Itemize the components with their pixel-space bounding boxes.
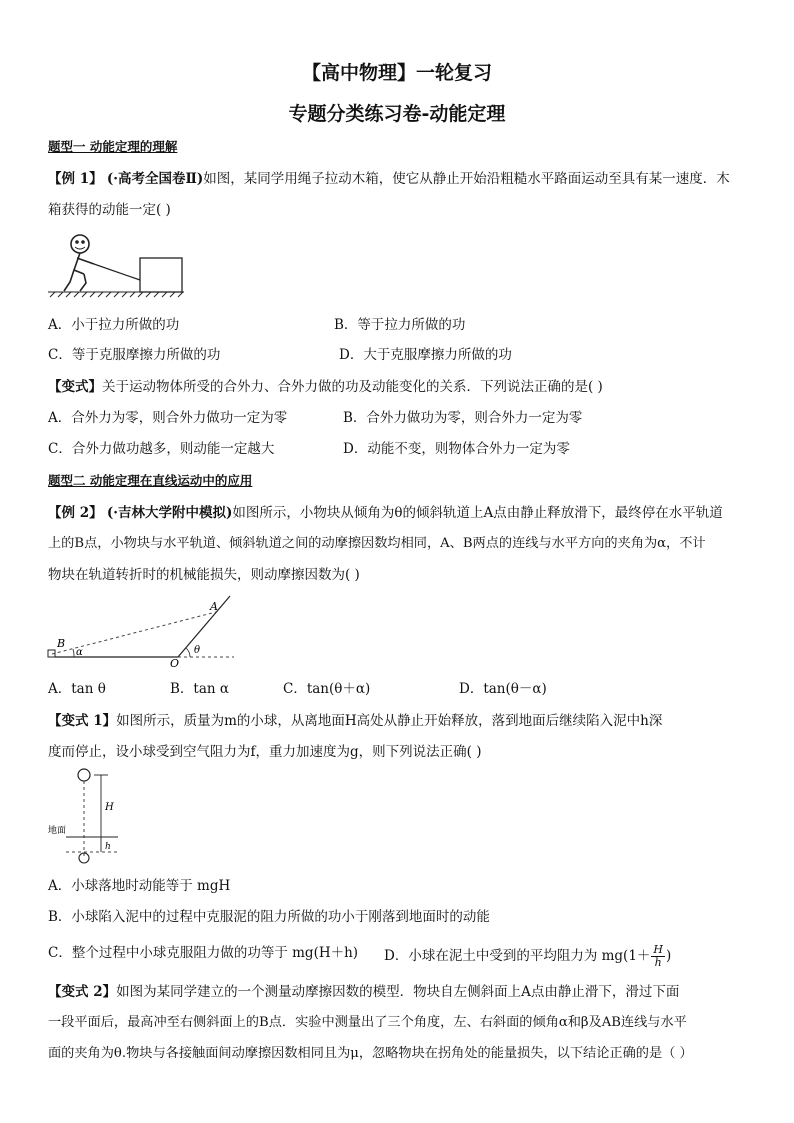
label-a: A — [210, 600, 218, 613]
variant-1-line-1 — [48, 378, 603, 396]
example-1-option-b: B．等于拉力所做的功 — [334, 317, 466, 333]
example-2-option-c: C．tan(θ＋α) — [283, 681, 371, 697]
example-1-source: (·高考全国卷Ⅱ) — [106, 171, 204, 187]
rope — [94, 264, 140, 280]
variant-2-tag: 【变式 1】 — [48, 713, 117, 729]
example-1-line-1 — [48, 170, 730, 188]
variant-3-line-3: 面的夹角为θ.物块与各接触面间动摩擦因数相同且为μ，忽略物块在拐角处的能量损失，以下结论正确的是（ ） — [48, 1046, 693, 1061]
example-2-source: (·吉林大学附中模拟) — [106, 505, 233, 521]
example-2-option-d: D．tan(θ－α) — [459, 681, 547, 697]
example-2-line-2: 上的B点，小物块与水平轨道、倾斜轨道之间的动摩擦因数均相同，A、B两点的连线与水平方向的夹角为α，不计 — [48, 536, 706, 551]
figure-person-pulling-box — [44, 228, 194, 298]
variant-1-option-b: B．合外力做功为零，则合外力一定为零 — [343, 410, 583, 426]
inclined-track — [178, 596, 230, 657]
example-2-line-3: 物块在轨道转折时的机械能损失，则动摩擦因数为( ) — [48, 567, 360, 583]
example-2-tag: 【例 2】 — [48, 505, 103, 521]
variant-3-tag: 【变式 2】 — [48, 984, 117, 1000]
example-1-tag: 【例 1】 — [48, 171, 103, 187]
label-theta: θ — [194, 645, 201, 656]
fraction — [651, 944, 665, 969]
label-big-h: H — [105, 802, 114, 813]
label-alpha: α — [76, 647, 83, 658]
ground-hatching — [48, 292, 184, 297]
fraction-numerator: H — [653, 943, 664, 956]
variant-3-line-1 — [48, 983, 679, 1001]
variant-3-text-1: 如图为某同学建立的一个测量动摩擦因数的模型．物块自左侧斜面上A点由静止滑下，滑过下面 — [116, 984, 680, 1000]
example-1-line-2: 箱获得的动能一定( ) — [48, 202, 171, 218]
page-title: 【高中物理】一轮复习 — [301, 62, 492, 84]
variant-2-option-b: B．小球陷入泥中的过程中克服泥的阻力所做的功小于刚落到地面时的动能 — [48, 909, 490, 925]
example-1-option-a: A．小于拉力所做的功 — [48, 317, 180, 333]
variant-2-option-a: A．小球落地时动能等于 mgH — [48, 878, 231, 894]
example-2-line-1 — [48, 504, 723, 522]
section-heading-1: 题型一 动能定理的理解 — [48, 139, 178, 154]
label-ground: 地面 — [48, 826, 67, 836]
variant-1-tag: 【变式】 — [48, 379, 102, 395]
figure-falling-ball — [48, 765, 128, 870]
variant-3-line-2: 一段平面后，最高冲至右侧斜面上的B点．实验中测量出了三个角度，左、右斜面的倾角α和β及AB连线与水平 — [48, 1015, 687, 1030]
variant-1-option-d: D．动能不变，则物体合外力一定为零 — [343, 441, 570, 457]
variant-1-option-a: A．合外力为零，则合外力做功一定为零 — [48, 410, 288, 426]
theta-arc — [186, 648, 190, 657]
example-1-text-1: 如图，某同学用绳子拉动木箱，使它从静止开始沿粗糙水平路面运动至具有某一速度．木 — [203, 171, 730, 187]
ball-top — [78, 769, 90, 781]
option-d-prefix: D．小球在泥土中受到的平均阻力为 mg(1＋ — [384, 948, 651, 964]
figure-incline-track — [44, 590, 244, 670]
variant-2-option-d — [384, 944, 671, 969]
example-2-text-1: 如图所示，小物块从倾角为θ的倾斜轨道上A点由静止释放滑下，最终停在水平轨道 — [232, 505, 723, 521]
section-heading-2: 题型二 动能定理在直线运动中的应用 — [48, 473, 253, 488]
variant-2-line-1 — [48, 712, 662, 730]
example-2-option-b: B．tan α — [170, 681, 229, 697]
variant-2-line-2: 度而停止，设小球受到空气阻力为f，重力加速度为g，则下列说法正确( ) — [48, 744, 482, 760]
person-figure — [64, 235, 94, 291]
alpha-arc — [73, 649, 74, 657]
option-d-suffix: ) — [666, 948, 672, 964]
example-1-option-d: D．大于克服摩擦力所做的功 — [339, 347, 512, 363]
example-1-option-c: C．等于克服摩擦力所做的功 — [48, 347, 221, 363]
label-o: O — [170, 657, 180, 670]
label-small-h: h — [105, 842, 111, 852]
page-subtitle: 专题分类练习卷-动能定理 — [288, 103, 506, 125]
variant-1-option-c: C．合外力做功越多，则动能一定越大 — [48, 441, 275, 457]
label-b: B — [57, 637, 66, 650]
fraction-denominator: h — [654, 956, 662, 969]
variant-2-text-1: 如图所示，质量为m的小球，从离地面H高处从静止开始释放，落到地面后继续陷入泥中h深 — [116, 713, 663, 729]
wooden-box — [140, 258, 182, 292]
variant-1-text: 关于运动物体所受的合外力、合外力做的功及动能变化的关系．下列说法正确的是( ) — [102, 379, 603, 395]
example-2-option-a: A．tan θ — [48, 681, 106, 697]
variant-2-option-c: C．整个过程中小球克服阻力做的功等于 mg(H＋h) — [48, 945, 359, 961]
